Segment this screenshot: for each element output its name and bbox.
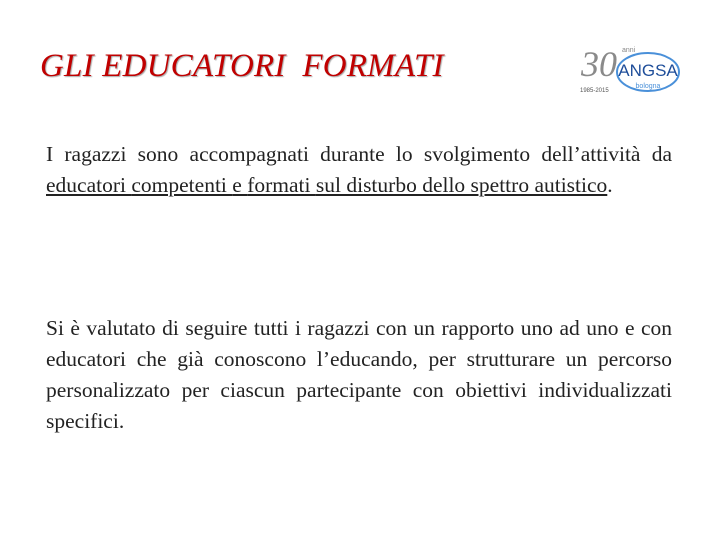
underlined-disturbo: sul disturbo dello spettro autistico: [315, 173, 608, 197]
paragraph-educators: [46, 139, 672, 201]
paragraph1-end: .: [607, 173, 613, 197]
paragraph1-text: I ragazzi sono accompagnati durante lo svolgimento dell’attività da: [46, 142, 672, 166]
underlined-e: e: [232, 173, 248, 197]
angsa-logo: [578, 42, 680, 100]
logo-superscript: anni: [622, 47, 636, 54]
underlined-educatori: educatori: [46, 173, 132, 197]
underlined-formati: formati: [247, 173, 316, 197]
logo-anniversary: 30: [581, 44, 617, 84]
underlined-competenti: competenti: [131, 173, 233, 197]
logo-brand: ANGSA: [618, 61, 678, 80]
paragraph-approach: Si è valutato di seguire tutti i ragazzi con un rapporto uno ad uno e con educatori che già conoscono l’educando, per strutturare un percorso personalizzato per ciascun partecipante con obiettivi individualizzati specifici.: [46, 316, 672, 433]
logo-city: bologna: [635, 83, 661, 90]
logo-years: 1985-2015: [580, 88, 609, 94]
page-title: GLI EDUCATORI FORMATI: [40, 48, 444, 84]
